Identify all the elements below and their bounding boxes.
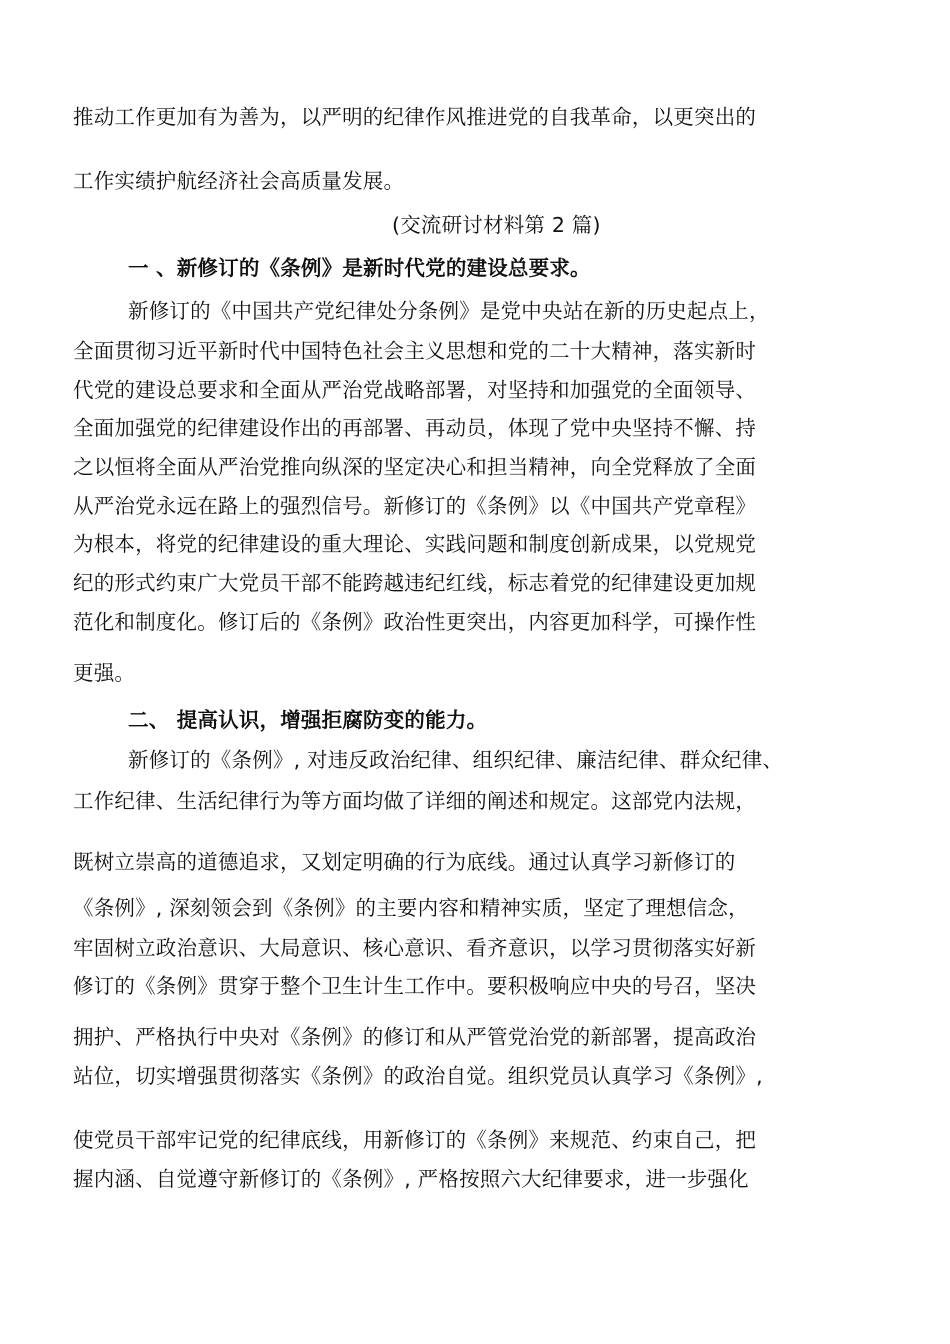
document-subtitle: (交流研讨材料第 2 篇): [392, 213, 601, 237]
paragraph-line: 从严治党永远在路上的强烈信号。新修订的《条例》以《中国共产党章程》: [73, 494, 757, 518]
section-heading-2: 二、 提高认识，增强拒腐防变的能力。: [128, 708, 488, 732]
section-heading-1: 一 、新修订的《条例》是新时代党的建设总要求。: [128, 256, 591, 280]
paragraph-line: 更强。: [73, 661, 136, 685]
paragraph-line: 既树立崇高的道德追求，又划定明确的行为底线。通过认真学习新修订的: [73, 850, 736, 874]
paragraph-line: 修订的《条例》贯穿于整个卫生计生工作中。要积极响应中央的号召，坚决: [73, 974, 757, 998]
paragraph-line: 全面贯彻习近平新时代中国特色社会主义思想和党的二十大精神，落实新时: [73, 339, 757, 363]
paragraph-line: 代党的建设总要求和全面从严治党战略部署，对坚持和加强党的全面领导、: [73, 378, 757, 402]
paragraph-line: 为根本，将党的纪律建设的重大理论、实践问题和制度创新成果，以党规党: [73, 532, 757, 556]
paragraph-line: 拥护、严格执行中央对《条例》的修订和从严管党治党的新部署，提高政治: [73, 1025, 757, 1049]
paragraph-line: 工作纪律、生活纪律行为等方面均做了详细的阐述和规定。这部党内法规，: [73, 789, 757, 813]
paragraph-line: 范化和制度化。修订后的《条例》政治性更突出，内容更加科学，可操作性: [73, 610, 757, 634]
paragraph-line: 工作实绩护航经济社会高质量发展。: [73, 169, 405, 193]
paragraph-line: 握内涵、自觉遵守新修订的《条例》, 严格按照六大纪律要求，进一步强化: [73, 1167, 749, 1191]
paragraph-line: 全面加强党的纪律建设作出的再部署、再动员，体现了党中央坚持不懈、持: [73, 416, 757, 440]
paragraph-line: 之以恒将全面从严治党推向纵深的坚定决心和担当精神，向全党释放了全面: [73, 455, 757, 479]
paragraph-line: 推动工作更加有为善为，以严明的纪律作风推进党的自我革命，以更突出的: [73, 105, 757, 129]
paragraph-line: 《条例》, 深刻领会到《条例》的主要内容和精神实质，坚定了理想信念，: [73, 896, 749, 920]
paragraph-line: 新修订的《条例》, 对违反政治纪律、组织纪律、廉洁纪律、群众纪律、: [128, 748, 784, 772]
paragraph-line: 新修订的《中国共产党纪律处分条例》是党中央站在新的历史起点上，: [128, 299, 770, 323]
paragraph-line: 使党员干部牢记党的纪律底线，用新修订的《条例》来规范、约束自己，把: [73, 1128, 757, 1152]
paragraph-line: 站位，切实增强贯彻落实《条例》的政治自觉。组织党员认真学习《条例》,: [73, 1064, 763, 1088]
paragraph-line: 牢固树立政治意识、大局意识、核心意识、看齐意识，以学习贯彻落实好新: [73, 936, 757, 960]
paragraph-line: 纪的形式约束广大党员干部不能跨越违纪红线，标志着党的纪律建设更加规: [73, 571, 757, 595]
